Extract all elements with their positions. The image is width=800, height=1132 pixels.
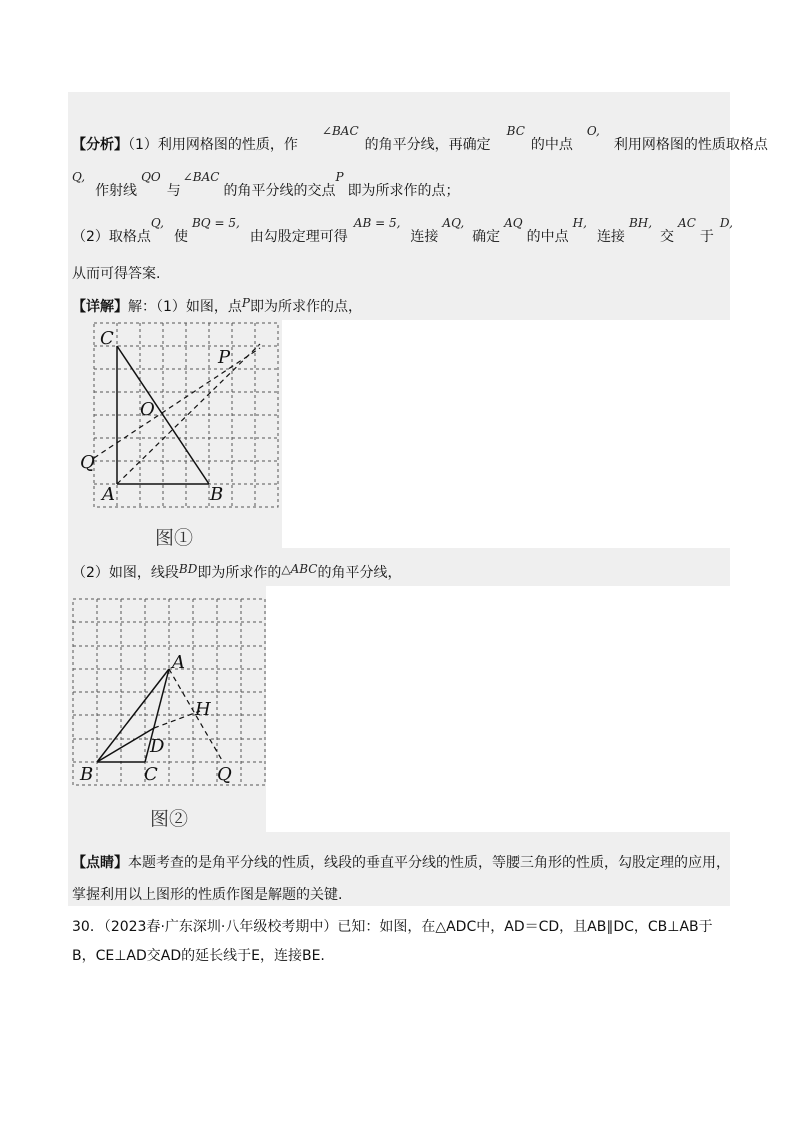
grid-2 <box>73 599 265 785</box>
label-b-2: B <box>80 764 94 785</box>
math-p: P <box>335 170 344 184</box>
label-a: A <box>102 484 115 505</box>
analysis-line-2: Q,作射线QO与∠BAC的角平分线的交点P即为所求作的点； <box>72 170 460 199</box>
math-triangle-abc: △ABC <box>281 562 318 576</box>
comment-bracket: 【点睛】 <box>72 855 128 871</box>
math-angle-bac-2: ∠BAC <box>182 170 220 184</box>
math-p-2: P <box>241 296 250 310</box>
figure-1-caption: 图① <box>155 527 194 549</box>
answer-background <box>68 92 768 320</box>
construction-lines-1 <box>94 344 260 484</box>
label-c: C <box>100 328 114 349</box>
grid-1 <box>94 323 278 507</box>
math-bc: BC <box>506 124 525 138</box>
label-o: O <box>140 399 155 420</box>
analysis-bracket: 【分析】 <box>72 137 128 153</box>
figure-2 <box>68 594 268 789</box>
math-q-2: Q, <box>150 216 164 230</box>
analysis-line-3: （2）取格点Q,使BQ = 5,由勾股定理可得AB = 5,连接AQ,确定AQ的中点H,连接BH,交AC于D, <box>72 216 733 245</box>
math-aq-2: AQ <box>504 216 523 230</box>
math-aq: AQ, <box>442 216 465 230</box>
comment-line-2: 掌握利用以上图形的性质作图是解题的关键. <box>72 887 343 903</box>
analysis-line-1: 【分析】（1）利用网格图的性质，作∠BAC的角平分线，再确定BC的中点O,利用网格图的性质取格点 <box>72 124 768 153</box>
figure-1 <box>80 320 285 510</box>
label-d: D <box>150 736 165 757</box>
math-ac: AC <box>678 216 696 230</box>
label-b: B <box>210 484 224 505</box>
part2-line: （2）如图，线段BD即为所求作的△ABC的角平分线， <box>72 562 402 581</box>
problem-30-line-2: B，CE⊥AD交AD的延长线于E，连接BE. <box>72 948 325 964</box>
label-q: Q <box>80 452 95 473</box>
label-c-2: C <box>144 764 158 785</box>
math-o: O, <box>586 124 600 138</box>
label-p: P <box>218 347 231 368</box>
math-bh: BH, <box>628 216 653 230</box>
detail-line: 【详解】解：（1）如图，点P即为所求作的点， <box>72 296 362 315</box>
comment-line-1: 【点睛】本题考查的是角平分线的性质，线段的垂直平分线的性质，等腰三角形的性质，勾股定理的应用， <box>72 855 730 871</box>
math-bd: BD <box>178 562 198 576</box>
math-qo: QO <box>141 170 161 184</box>
detail-bracket: 【详解】 <box>72 299 128 315</box>
problem-30-line-1: 30．（2023春·广东深圳·八年级校考期中）已知：如图，在△ADC中，AD＝CD，且AB∥DC，CB⊥AB于 <box>72 919 713 935</box>
math-q: Q, <box>72 170 86 184</box>
math-angle-bac: ∠BAC <box>321 124 359 138</box>
math-h: H, <box>572 216 587 230</box>
label-q-2: Q <box>217 764 232 785</box>
figure-2-caption: 图② <box>150 808 189 830</box>
analysis-line-4: 从而可得答案. <box>72 266 161 282</box>
math-bq5: BQ = 5, <box>191 216 240 230</box>
label-h: H <box>195 699 211 720</box>
math-d: D, <box>719 216 733 230</box>
math-ab5: AB = 5, <box>353 216 401 230</box>
label-a-2: A <box>172 652 185 673</box>
